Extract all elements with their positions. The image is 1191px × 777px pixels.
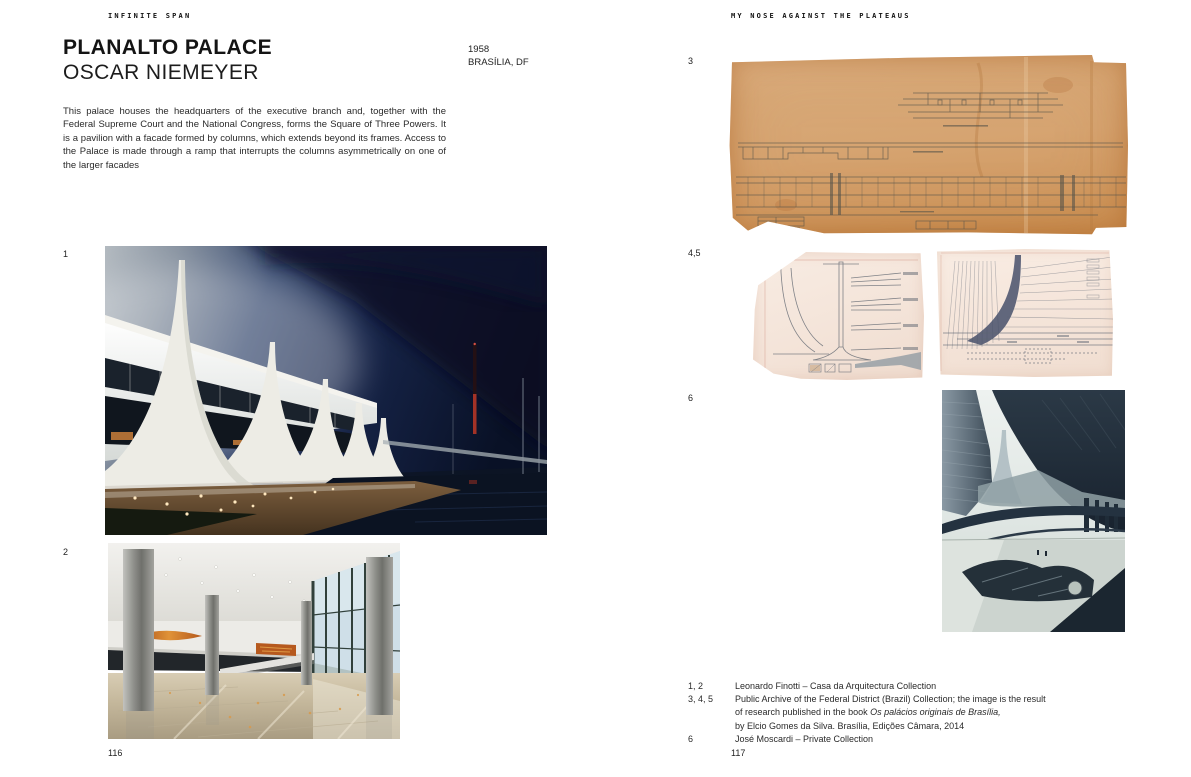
page-number-right: 117 (731, 748, 746, 758)
photo-night-exterior (105, 246, 547, 535)
project-location: BRASÍLIA, DF (468, 57, 529, 68)
architect-name: OSCAR NIEMEYER (63, 61, 259, 84)
credit-line-prefix: of research published in the book (735, 707, 871, 718)
title-block (63, 35, 272, 85)
credit-row (688, 680, 1158, 693)
figure-label-1: 1 (63, 249, 69, 259)
drawing-column-studies (753, 252, 924, 380)
drawing-column-studies-art (753, 252, 924, 380)
image-credits (688, 680, 1158, 746)
figure-label-4-5: 4,5 (688, 248, 701, 258)
drawing-sepia-art (728, 55, 1128, 236)
running-head-right: MY NOSE AGAINST THE PLATEAUS (731, 12, 911, 20)
photo-interior-hall (108, 543, 400, 739)
credit-figure-numbers: 3, 4, 5 (688, 694, 714, 705)
figure-label-3: 3 (688, 56, 694, 66)
photo-interior-art (108, 543, 400, 739)
credit-text: Leonardo Finotti – Casa da Arquitectura Collection (735, 681, 937, 691)
figure-label-6: 6 (688, 393, 694, 403)
project-meta (468, 43, 529, 69)
photo-night-exterior-art (105, 246, 547, 535)
credit-book-title: Os palácios originais de Brasília, (870, 707, 1001, 718)
figure-label-2: 2 (63, 547, 69, 557)
credit-line: Public Archive of the Federal District (Brazil) Collection; the image is the result (735, 694, 1046, 705)
credit-text: José Moscardi – Private Collection (735, 733, 874, 744)
page-title: PLANALTO PALACE (63, 36, 272, 59)
photo-construction-art (942, 390, 1125, 632)
page-number-left: 116 (108, 748, 123, 758)
drawing-column-profile-art (937, 249, 1113, 377)
photo-construction-duotone (942, 390, 1125, 632)
credit-figure-numbers: 1, 2 (688, 681, 704, 691)
credit-line: by Elcio Gomes da Silva. Brasília, Edições Câmara, 2014 (735, 720, 965, 731)
credit-row (688, 693, 1158, 733)
credit-text (735, 693, 1158, 733)
intro-paragraph: This palace houses the headquarters of the executive branch and, together with the Federal Supreme Court and the National Congress, forms the Square of Three Powers. It is a pavilion with a facade formed by columns, which extends beyond its frames. Access to the Palace is made through a ramp that interrupts the columns asymmetrically on one of the larger facades (63, 106, 446, 171)
running-head-left: INFINITE SPAN (108, 12, 192, 20)
drawing-column-profile (937, 249, 1113, 377)
credit-figure-numbers: 6 (688, 733, 694, 744)
project-year: 1958 (468, 44, 490, 55)
credit-row (688, 733, 1158, 746)
drawing-sepia-elevation (728, 55, 1128, 236)
